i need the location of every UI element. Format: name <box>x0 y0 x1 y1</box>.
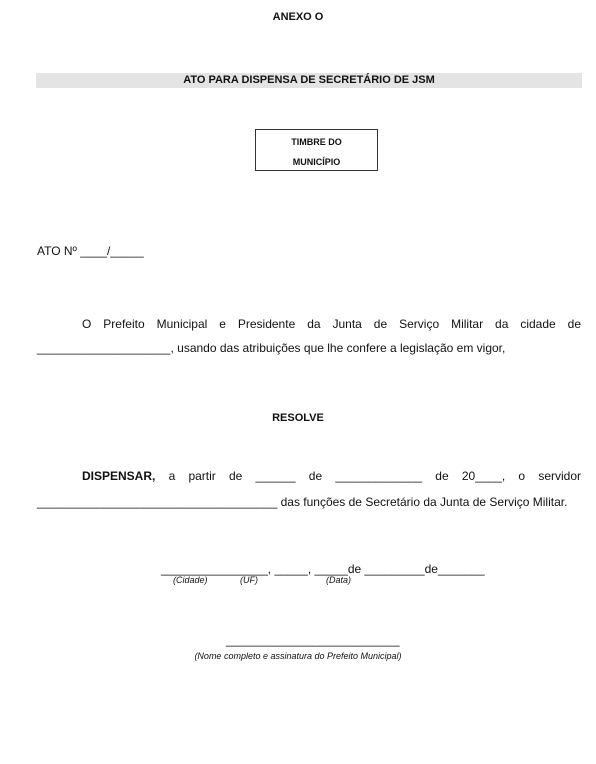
stamp-line-2: MUNICÍPIO <box>292 157 341 167</box>
place-date-line: ________________, _____, _____de _________de_______ <box>161 562 485 576</box>
preamble-paragraph: O Prefeito Municipal e Presidente da Junta de Serviço Militar da cidade de ____________________, usando das atribuições que lhe confere a legislação em vigor, <box>37 317 581 355</box>
annex-title: ANEXO O <box>272 11 324 23</box>
uf-caption: (UF) <box>240 575 258 585</box>
dismiss-keyword: DISPENSAR, <box>82 469 156 483</box>
stamp-line-1: TIMBRE DO <box>291 137 342 147</box>
signature-caption: (Nome completo e assinatura do Prefeito Municipal) <box>194 651 402 661</box>
dismissal-text: a partir de ______ de _____________ de 20____, o servidor ____________________________________ das funções de Secretário da Junta de Serviço Militar. <box>37 469 581 509</box>
act-number: ATO Nº ____/_____ <box>37 244 144 258</box>
city-caption: (Cidade) <box>173 575 208 585</box>
date-caption: (Data) <box>326 575 352 585</box>
municipality-stamp-box <box>255 129 378 171</box>
resolve-heading: RESOLVE <box>272 412 324 424</box>
dismissal-paragraph <box>37 463 581 515</box>
signature-line: __________________________ <box>226 633 400 647</box>
section-title: ATO PARA DISPENSA DE SECRETÁRIO DE JSM <box>36 73 582 88</box>
